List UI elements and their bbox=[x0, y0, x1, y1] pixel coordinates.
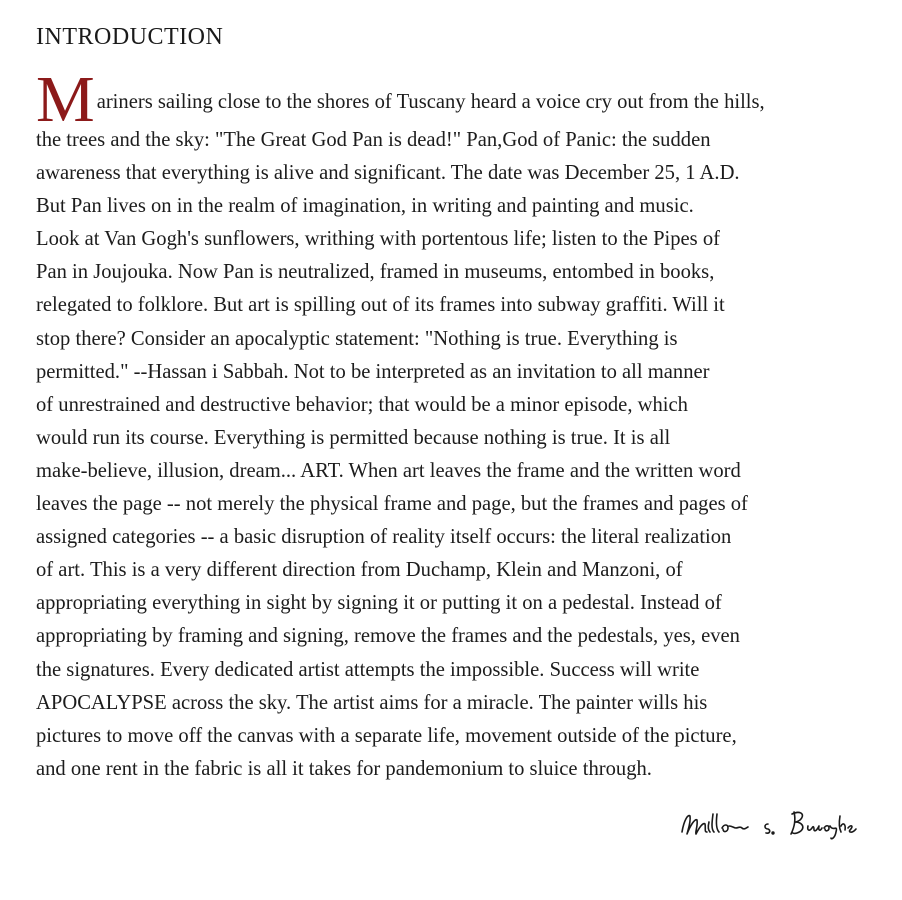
text-line-7: relegated to folklore. But art is spilling out of its frames into subway graffiti. Will it bbox=[36, 294, 725, 317]
text-lines bbox=[36, 124, 886, 786]
text-line-15: of art. This is a very different direction from Duchamp, Klein and Manzoni, of bbox=[36, 559, 683, 582]
text-line-13: leaves the page -- not merely the physical frame and page, but the frames and pages of bbox=[36, 493, 748, 516]
text-line-2: the trees and the sky: "The Great God Pan is dead!" Pan,God of Panic: the sudden bbox=[36, 129, 711, 151]
text-line-4: But Pan lives on in the realm of imagination, in writing and painting and music. bbox=[36, 195, 694, 218]
text-line-14: assigned categories -- a basic disruption of reality itself occurs: the literal realization bbox=[36, 526, 732, 549]
text-line-20: pictures to move off the canvas with a separate life, movement outside of the picture, bbox=[36, 724, 737, 747]
drop-cap: M bbox=[36, 63, 95, 136]
author-signature bbox=[676, 802, 866, 850]
text-line-10: of unrestrained and destructive behavior; that would be a minor episode, which bbox=[36, 393, 688, 416]
text-line-11: would run its course. Everything is permitted because nothing is true. It is all bbox=[36, 426, 671, 449]
text-line-3: awareness that everything is alive and significant. The date was December 25, 1 A.D. bbox=[36, 162, 740, 185]
text-line-6: Pan in Joujouka. Now Pan is neutralized, framed in museums, entombed in books, bbox=[36, 261, 715, 284]
text-line-8: stop there? Consider an apocalyptic statement: "Nothing is true. Everything is bbox=[36, 327, 678, 350]
text-line-17: appropriating by framing and signing, remove the frames and the pedestals, yes, even bbox=[36, 625, 740, 648]
text-line-19: APOCALYPSE across the sky. The artist aims for a miracle. The painter wills his bbox=[36, 691, 708, 714]
text-line-16: appropriating everything in sight by signing it or putting it on a pedestal. Instead of bbox=[36, 592, 722, 615]
page-title: INTRODUCTION bbox=[36, 24, 224, 50]
text-line-5: Look at Van Gogh's sunflowers, writhing with portentous life; listen to the Pipes of bbox=[36, 228, 720, 251]
text-line-9: permitted." --Hassan i Sabbah. Not to be interpreted as an invitation to all manner bbox=[36, 360, 710, 383]
text-line-12: make-believe, illusion, dream... ART. When art leaves the frame and the written word bbox=[36, 459, 741, 482]
text-line-18: the signatures. Every dedicated artist attempts the impossible. Success will write bbox=[36, 658, 700, 681]
text-line-21: and one rent in the fabric is all it takes for pandemonium to sluice through. bbox=[36, 757, 652, 780]
body-paragraph bbox=[36, 63, 886, 786]
text-line-1: ariners sailing close to the shores of Tuscany heard a voice cry out from the hills, bbox=[96, 91, 765, 113]
